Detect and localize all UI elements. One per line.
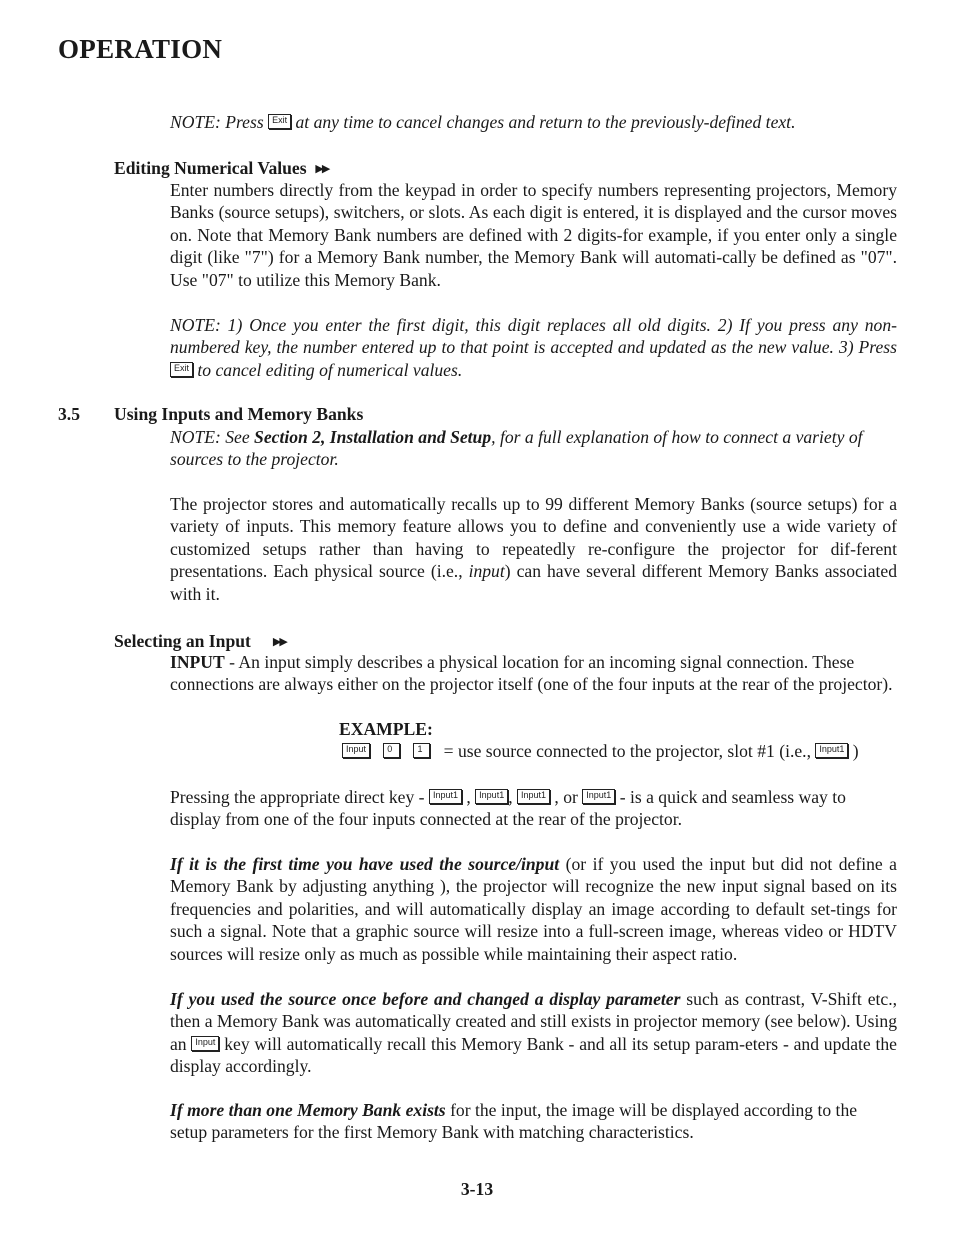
example-line bbox=[342, 740, 902, 762]
first-time-lead: If it is the first time you have used the source/input bbox=[170, 854, 560, 874]
example-label: EXAMPLE: bbox=[339, 719, 433, 739]
selecting-heading bbox=[114, 631, 286, 652]
direct-key-sep: , bbox=[461, 787, 476, 807]
input-key: Input bbox=[342, 743, 370, 758]
multiple-banks-lead: If more than one Memory Bank exists bbox=[170, 1100, 446, 1120]
direct-key-paragraph bbox=[170, 786, 897, 831]
input1-key: Input1 bbox=[429, 789, 462, 804]
input-description: - An input simply describes a physical location for an incoming signal connection. These connections are always either on the projector itself (one of the four inputs at the rear of the projector). bbox=[170, 652, 893, 695]
used-before-lead: If you used the source once before and changed a display parameter bbox=[170, 989, 681, 1009]
example-close: ) bbox=[848, 741, 859, 761]
input-term: INPUT bbox=[170, 652, 225, 672]
exit-key: Exit bbox=[170, 362, 193, 377]
memory-bank-paragraph bbox=[170, 493, 897, 605]
editing-note-before: NOTE: 1) Once you enter the first digit, this digit replaces all old digits. 2) If you press any non-numbered key, the number entered up to that point is accepted and updated as the new value. 3) Press bbox=[170, 315, 897, 358]
input1-key: Input1 bbox=[815, 743, 848, 758]
note-exit-after: at any time to cancel changes and return to the previously-defined text. bbox=[291, 112, 796, 132]
input4-key: Input1 bbox=[582, 789, 615, 804]
double-arrow-icon: ▶▶ bbox=[272, 636, 286, 648]
section-note-ref: Section 2, Installation and Setup bbox=[254, 427, 492, 447]
direct-key-sep: , or bbox=[550, 787, 583, 807]
editing-heading-label: Editing Numerical Values bbox=[114, 158, 307, 178]
zero-key: 0 bbox=[383, 743, 400, 758]
section-note bbox=[170, 426, 897, 471]
direct-key-sep: , bbox=[508, 787, 517, 807]
editing-note-after: to cancel editing of numerical values. bbox=[193, 359, 463, 380]
input-key: Input bbox=[191, 1036, 219, 1051]
one-key: 1 bbox=[413, 743, 430, 758]
used-before-paragraph bbox=[170, 988, 897, 1078]
editing-note bbox=[170, 314, 897, 381]
section-number: 3.5 bbox=[58, 404, 80, 424]
section-title: Using Inputs and Memory Banks bbox=[114, 404, 364, 424]
note-exit bbox=[170, 111, 897, 133]
double-arrow-icon: ▶▶ bbox=[315, 163, 329, 175]
selecting-heading-label: Selecting an Input bbox=[114, 631, 251, 651]
used-before-text-2: key will automatically recall this Memory Bank - and all its setup param-eters - and update the display accordingly. bbox=[170, 1033, 897, 1077]
input2-key: Input1 bbox=[475, 789, 508, 804]
section-note-before: NOTE: See bbox=[170, 427, 255, 447]
page-number: 3-13 bbox=[460, 1179, 494, 1199]
note-exit-before: NOTE: Press bbox=[170, 112, 269, 132]
input-definition bbox=[170, 651, 897, 696]
memory-bank-text-1: The projector stores and automatically recalls up to 99 different Memory Banks (source setups) for a variety of inputs. This memory feature allows you to define and conveniently use a wide variety of customized setups rather than having to repeatedly re-configure the projector for dif-ferent presentations. Each physical source (i.e., bbox=[170, 494, 897, 582]
direct-key-before: Pressing the appropriate direct key - bbox=[170, 787, 429, 807]
page-title: OPERATION bbox=[58, 34, 223, 64]
memory-bank-text-2: ) can have several different Memory Banks associated with it. bbox=[170, 561, 897, 604]
multiple-banks-paragraph bbox=[170, 1099, 897, 1144]
memory-bank-input-term: input bbox=[468, 561, 505, 582]
exit-key: Exit bbox=[268, 114, 291, 129]
first-time-text: (or if you used the input but did not define a Memory Bank by adjusting anything ), the projector will recognize the new input signal based on its frequencies and polarities, and will automatically display an image according to default set-tings for such a signal. Note that a graphic source will resize into a full-screen image, whereas video or HDTV sources will resize only as much as possible while maintaining their aspect ratio. bbox=[170, 854, 897, 964]
input3-key: Input1 bbox=[517, 789, 550, 804]
editing-body: Enter numbers directly from the keypad in order to specify numbers representing projectors, Memory Banks (source setups), switchers, or slots. As each digit is entered, it is displayed and the cursor moves on. Note that Memory Bank numbers are defined with 2 digits-for example, if you enter only a single digit (like "7") for a Memory Bank number, the Memory Bank will automati-cally be defined as "07". Use "07" to utilize this Memory Bank. bbox=[170, 180, 897, 290]
editing-heading bbox=[114, 158, 328, 179]
multiple-banks-text: for the input, the image will be displayed according to the setup parameters for the first Memory Bank with matching characteristics. bbox=[170, 1100, 858, 1143]
direct-key-after: - is a quick and seamless way to display from one of the four inputs connected at the rear of the projector. bbox=[170, 787, 846, 830]
section-note-after: , for a full explanation of how to connect a variety of sources to the projector. bbox=[170, 427, 863, 470]
example-text: = use source connected to the projector, slot #1 (i.e., bbox=[439, 741, 816, 761]
used-before-text-1: such as contrast, V-Shift etc., then a Memory Bank was automatically created and still exists in projector memory (see below). Using an bbox=[170, 989, 898, 1054]
first-time-paragraph bbox=[170, 853, 897, 965]
